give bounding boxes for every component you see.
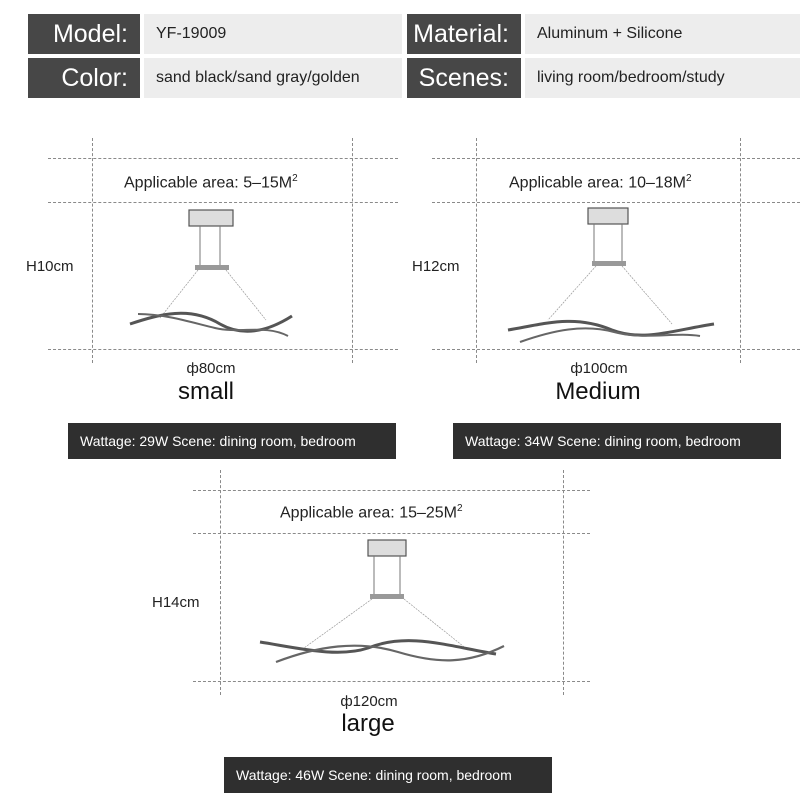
- dim-line-upper: [432, 202, 800, 203]
- dim-line-top: [48, 158, 398, 159]
- material-label: Material:: [407, 14, 521, 54]
- pendant-lamp-large: [258, 536, 514, 672]
- height-label: H14cm: [152, 594, 200, 611]
- dim-line-upper: [48, 202, 398, 203]
- size-label: Medium: [555, 378, 641, 405]
- pendant-lamp-medium: [504, 206, 718, 346]
- dim-line-right: [352, 138, 353, 363]
- model-value: YF-19009: [144, 14, 402, 54]
- dim-line-top: [193, 490, 590, 491]
- diameter-label: ф80cm: [186, 360, 236, 377]
- dim-line-left: [92, 138, 93, 363]
- pendant-lamp-small: [120, 206, 300, 346]
- dim-line-right: [740, 138, 741, 363]
- dim-line-top: [432, 158, 800, 159]
- color-label: Color:: [28, 58, 140, 98]
- area-text: Applicable area: $5-15M^2$: [124, 173, 298, 192]
- height-label: H12cm: [412, 258, 460, 275]
- spec-table: [28, 14, 800, 98]
- area-text: Applicable area: $10-18M^2$: [509, 173, 692, 192]
- color-value: sand black/sand gray/golden: [144, 58, 402, 98]
- dim-line-bottom: [48, 349, 398, 350]
- dim-line-upper: [193, 533, 590, 534]
- dim-line-left: [220, 470, 221, 695]
- wattage-bar: Wattage: 34W Scene: dining room, bedroom: [453, 423, 781, 459]
- scenes-value: living room/bedroom/study: [525, 58, 800, 98]
- dim-line-right: [563, 470, 564, 695]
- diameter-label: ф120cm: [340, 693, 398, 710]
- wattage-bar: Wattage: 46W Scene: dining room, bedroom: [224, 757, 552, 793]
- material-value: Aluminum + Silicone: [525, 14, 800, 54]
- size-label: small: [177, 378, 234, 405]
- dim-line-bottom: [432, 349, 800, 350]
- dim-line-left: [476, 138, 477, 363]
- height-label: H10cm: [26, 258, 74, 275]
- diameter-label: ф100cm: [570, 360, 628, 377]
- dim-line-bottom: [193, 681, 590, 682]
- model-label: Model:: [28, 14, 140, 54]
- scenes-label: Scenes:: [407, 58, 521, 98]
- size-label: large: [341, 710, 395, 737]
- area-text: Applicable area: $15-25M^2$: [280, 503, 463, 522]
- wattage-bar: Wattage: 29W Scene: dining room, bedroom: [68, 423, 396, 459]
